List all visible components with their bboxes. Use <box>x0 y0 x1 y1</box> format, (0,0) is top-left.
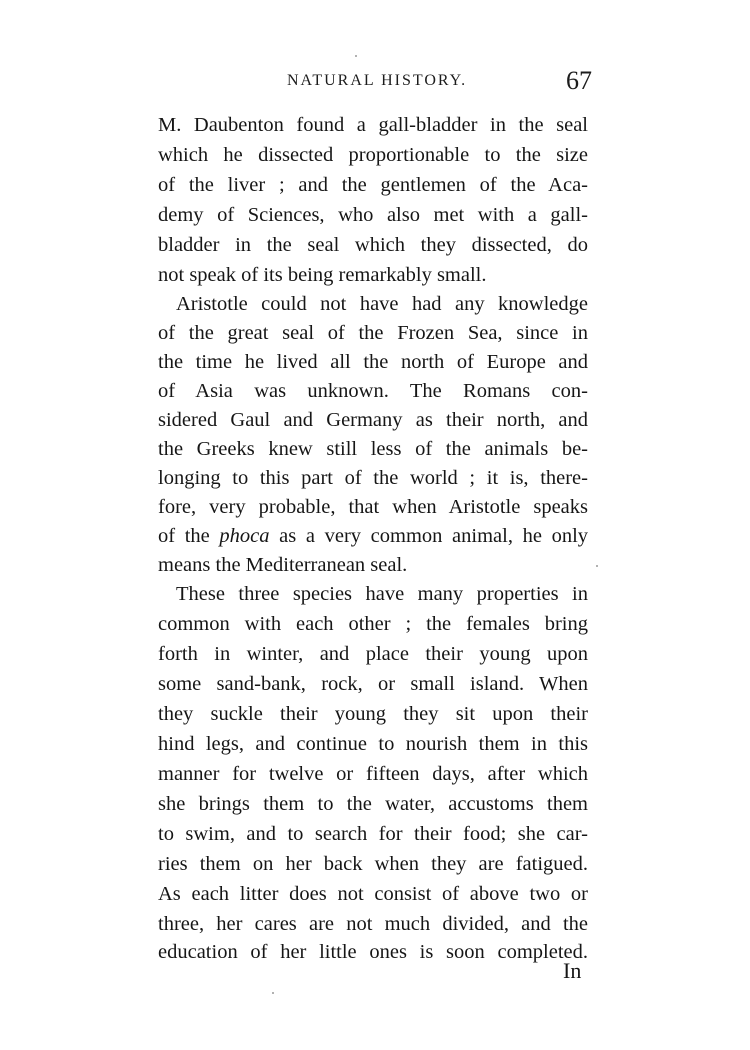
text-line: Aristotle could not have had any knowledge <box>176 293 588 315</box>
text-segment: of the <box>158 525 220 547</box>
text-line: of the liver ; and the gentlemen of the Aca- <box>158 174 588 196</box>
text-line: common with each other ; the females bring <box>158 613 588 635</box>
text-line: which he dissected proportionable to the size <box>158 144 588 166</box>
text-line: fore, very probable, that when Aristotle speaks <box>158 496 588 518</box>
text-line: As each litter does not consist of above two or <box>158 883 588 905</box>
text-line: she brings them to the water, accustoms them <box>158 793 588 815</box>
text-line: education of her little ones is soon completed. <box>158 941 588 963</box>
paper-speck <box>272 992 274 994</box>
text-line: M. Daubenton found a gall-bladder in the seal <box>158 114 588 136</box>
catchword: In <box>563 958 582 983</box>
paper-speck <box>355 55 357 57</box>
text-line: forth in winter, and place their young upon <box>158 643 588 665</box>
text-line: not speak of its being remarkably small. <box>158 264 487 286</box>
text-line <box>158 521 588 551</box>
text-segment: as a very common animal, he only <box>269 525 589 547</box>
italic-term: phoca <box>219 525 270 547</box>
text-line: longing to this part of the world ; it is, there- <box>158 467 588 489</box>
page-number: 67 <box>566 66 592 95</box>
text-line: These three species have many properties in <box>176 583 588 605</box>
text-line: they suckle their young they sit upon their <box>158 703 588 725</box>
text-line: of the great seal of the Frozen Sea, since in <box>158 322 588 344</box>
running-head: NATURAL HISTORY. <box>287 72 468 89</box>
text-line: means the Mediterranean seal. <box>158 554 408 576</box>
text-line: some sand-bank, rock, or small island. When <box>158 673 588 695</box>
paper-speck <box>596 565 598 567</box>
text-line: of Asia was unknown. The Romans con- <box>158 380 588 402</box>
text-line: manner for twelve or fifteen days, after which <box>158 763 588 785</box>
text-line: hind legs, and continue to nourish them in this <box>158 733 588 755</box>
text-line: ries them on her back when they are fatigued. <box>158 853 588 875</box>
text-line: the Greeks knew still less of the animals be- <box>158 438 588 460</box>
text-line: three, her cares are not much divided, and the <box>158 913 588 935</box>
text-line: to swim, and to search for their food; she car- <box>158 823 588 845</box>
text-line: sidered Gaul and Germany as their north, and <box>158 409 588 431</box>
text-line: demy of Sciences, who also met with a gall- <box>158 204 588 226</box>
text-line: the time he lived all the north of Europe and <box>158 351 588 373</box>
text-line: bladder in the seal which they dissected, do <box>158 234 588 256</box>
